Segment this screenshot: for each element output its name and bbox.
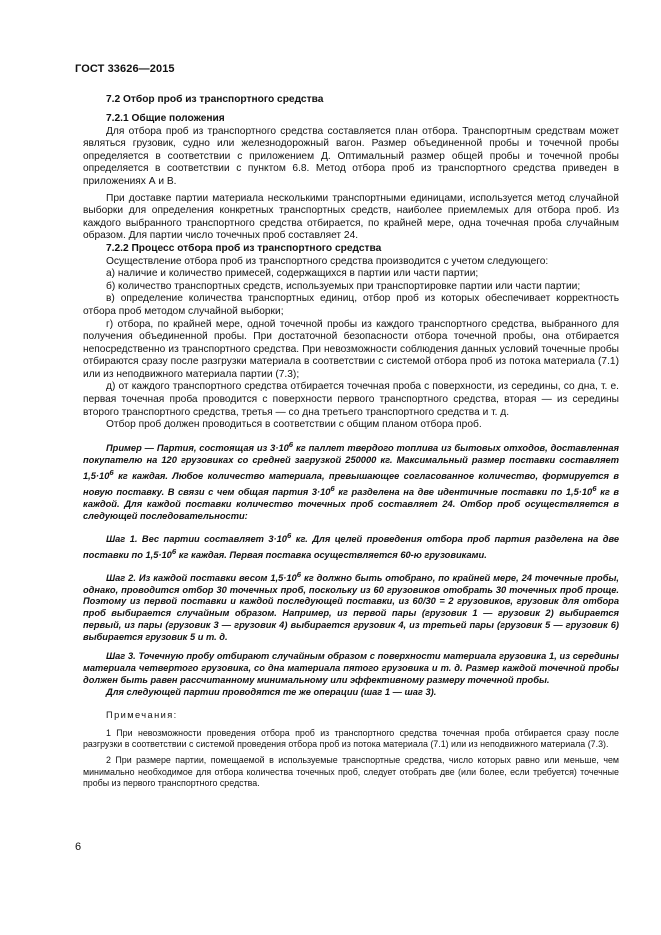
document-header: ГОСТ 33626—2015 xyxy=(75,63,175,75)
section-heading-7-2: 7.2 Отбор проб из транспортного средства xyxy=(106,94,324,105)
paragraph-sampling-plan: Для отбора проб из транспортного средства составляется план отбора. Транспортным средствам может являться грузовик, судно или железнодорожный вагон. Размер объединенной пробы и точечной пробы определяется в соответствии с приложением Д. Оптимальный размер общей пробы и точечной пробы определяется в соответствии с пунктом 6.8. Метод отбора проб из транспортного средства приведен в приложениях А и В. xyxy=(83,125,619,187)
note-2: 2 При размере партии, помещаемой в используемые транспортные средства, число которых равно или меньше, чем минимально необходимое для отбора количества точечных проб, следует отобрать две (или более, если требуется) точечные пробы из первого транспортного средства. xyxy=(83,754,619,789)
list-item-b: б) количество транспортных средств, используемых при транспортировке партии или части партии; xyxy=(106,280,581,292)
section-heading-7-2-1: 7.2.1 Общие положения xyxy=(106,113,225,124)
example-next-lot: Для следующей партии проводятся те же операции (шаг 1 — шаг 3). xyxy=(106,686,437,697)
paragraph-random-selection: При доставке партии материала несколькими транспортными единицами, используется метод случайной выборки для определения конкретных транспортных средств, наиболее приемлемых для отбора проб. Из каждого выбранного транспортного средства отбирается, по крайней мере, одна точечная проба случайным образом. Для партии число точечных проб составляет 24. xyxy=(83,192,619,242)
example-step-1: Шаг 1. Вес партии составляет $3\cdot 10^6$ кг. Для целей проведения отбора проб партия разделена на две поставки по $1,5\cdot 10^6$ кг каждая. Первая поставка осуществляется 60-ю грузовиками. xyxy=(83,530,619,560)
example-step-2: Шаг 2. Из каждой поставки весом $1,5\cdot 10^6$ кг должно быть отобрано, по крайней мере, 24 точечные пробы, однако, проводится отбор 30 точечных проб, поскольку из 60 грузовиков отобрать 30 точечных проб проще. Поэтому из первой поставки и каждой последующей поставки, из 60/30 = 2 грузовиков, грузовик для отбора проб выбирается случайным образом. Например, из первой пары (грузовик 1 — грузовик 2) выбирается первый, из пары (грузовик 3 — грузовик 4) выбирается грузовик 4, из третьей пары (грузовик 5 — грузовик 6) выбирается грузовик 5 и т. д. xyxy=(83,569,619,643)
paragraph-considerations: Осуществление отбора проб из транспортного средства производится с учетом следующего: xyxy=(106,255,549,267)
list-item-v: в) определение количества транспортных единиц, отбор проб из которых обеспечивает корректность отбора проб методом случайной выборки; xyxy=(83,293,619,317)
page-number: 6 xyxy=(75,841,82,853)
list-item-d: д) от каждого транспортного средства отбирается точечная проба с поверхности, из середины, со дна, т. е. первая точечная проба проводится с поверхности первого транспортного средства, вторая — из середины второго транспортного средства, третья — со дна третьего транспортного средства и т. д. xyxy=(83,381,619,418)
notes-heading: Примечания: xyxy=(106,709,178,720)
example-step-3: Шаг 3. Точечную пробу отбирают случайным образом с поверхности материала грузовика 1, из середины материала четвертого грузовика, со дна материала пятого грузовика и т. д. Размер каждой точечной пробы должен быть равен рассчитанному минимальному или эффективному размеру точечной пробы. xyxy=(83,651,619,685)
section-heading-7-2-2: 7.2.2 Процесс отбора проб из транспортного средства xyxy=(106,242,382,254)
paragraph-general-plan: Отбор проб должен проводиться в соответствии с общим планом отбора проб. xyxy=(106,419,482,431)
note-1: 1 При невозможности проведения отбора проб из транспортного средства точечная проба отбирается сразу после разгрузки в соответствии с системой проведения отбора проб из потока материала (7.1) или из неподвижного материала (7.3). xyxy=(83,727,619,750)
list-item-a: а) наличие и количество примесей, содержащихся в партии или части партии; xyxy=(106,268,479,280)
document-body xyxy=(83,93,619,790)
list-item-g: г) отбора, по крайней мере, одной точечной пробы из каждого транспортного средства, выбранного для получения объединенной пробы. При достаточной безопасности отбора точечной пробы, она отбирается непосредственно из транспортного средства. При невозможности соблюдения данных условий точечные пробы отбираются сразу после разгрузки материала в соответствии с системой отбора проб из потока материала (7.1) или из неподвижного материала партии (7.3); xyxy=(83,318,619,380)
example-paragraph: Пример — Партия, состоящая из $3\cdot 10^6$ кг паллет твердого топлива из бытовых отходов, доставленная покупателю на 120 грузовиках со средней загрузкой 250000 кг. Максимальный размер поставки составляет $1,5\cdot 10^6$ кг каждая. Любое количество материала, превышающее согласованное количество, формируется в новую поставку. В связи с чем общая партия $3\cdot 10^6$ кг разделена на две идентичные поставки по $1,5\cdot 10^6$ кг в каждой. Для каждой поставки количество точечных проб составляет 24. Отбор проб осуществляется в следующей последовательности: xyxy=(83,439,619,521)
